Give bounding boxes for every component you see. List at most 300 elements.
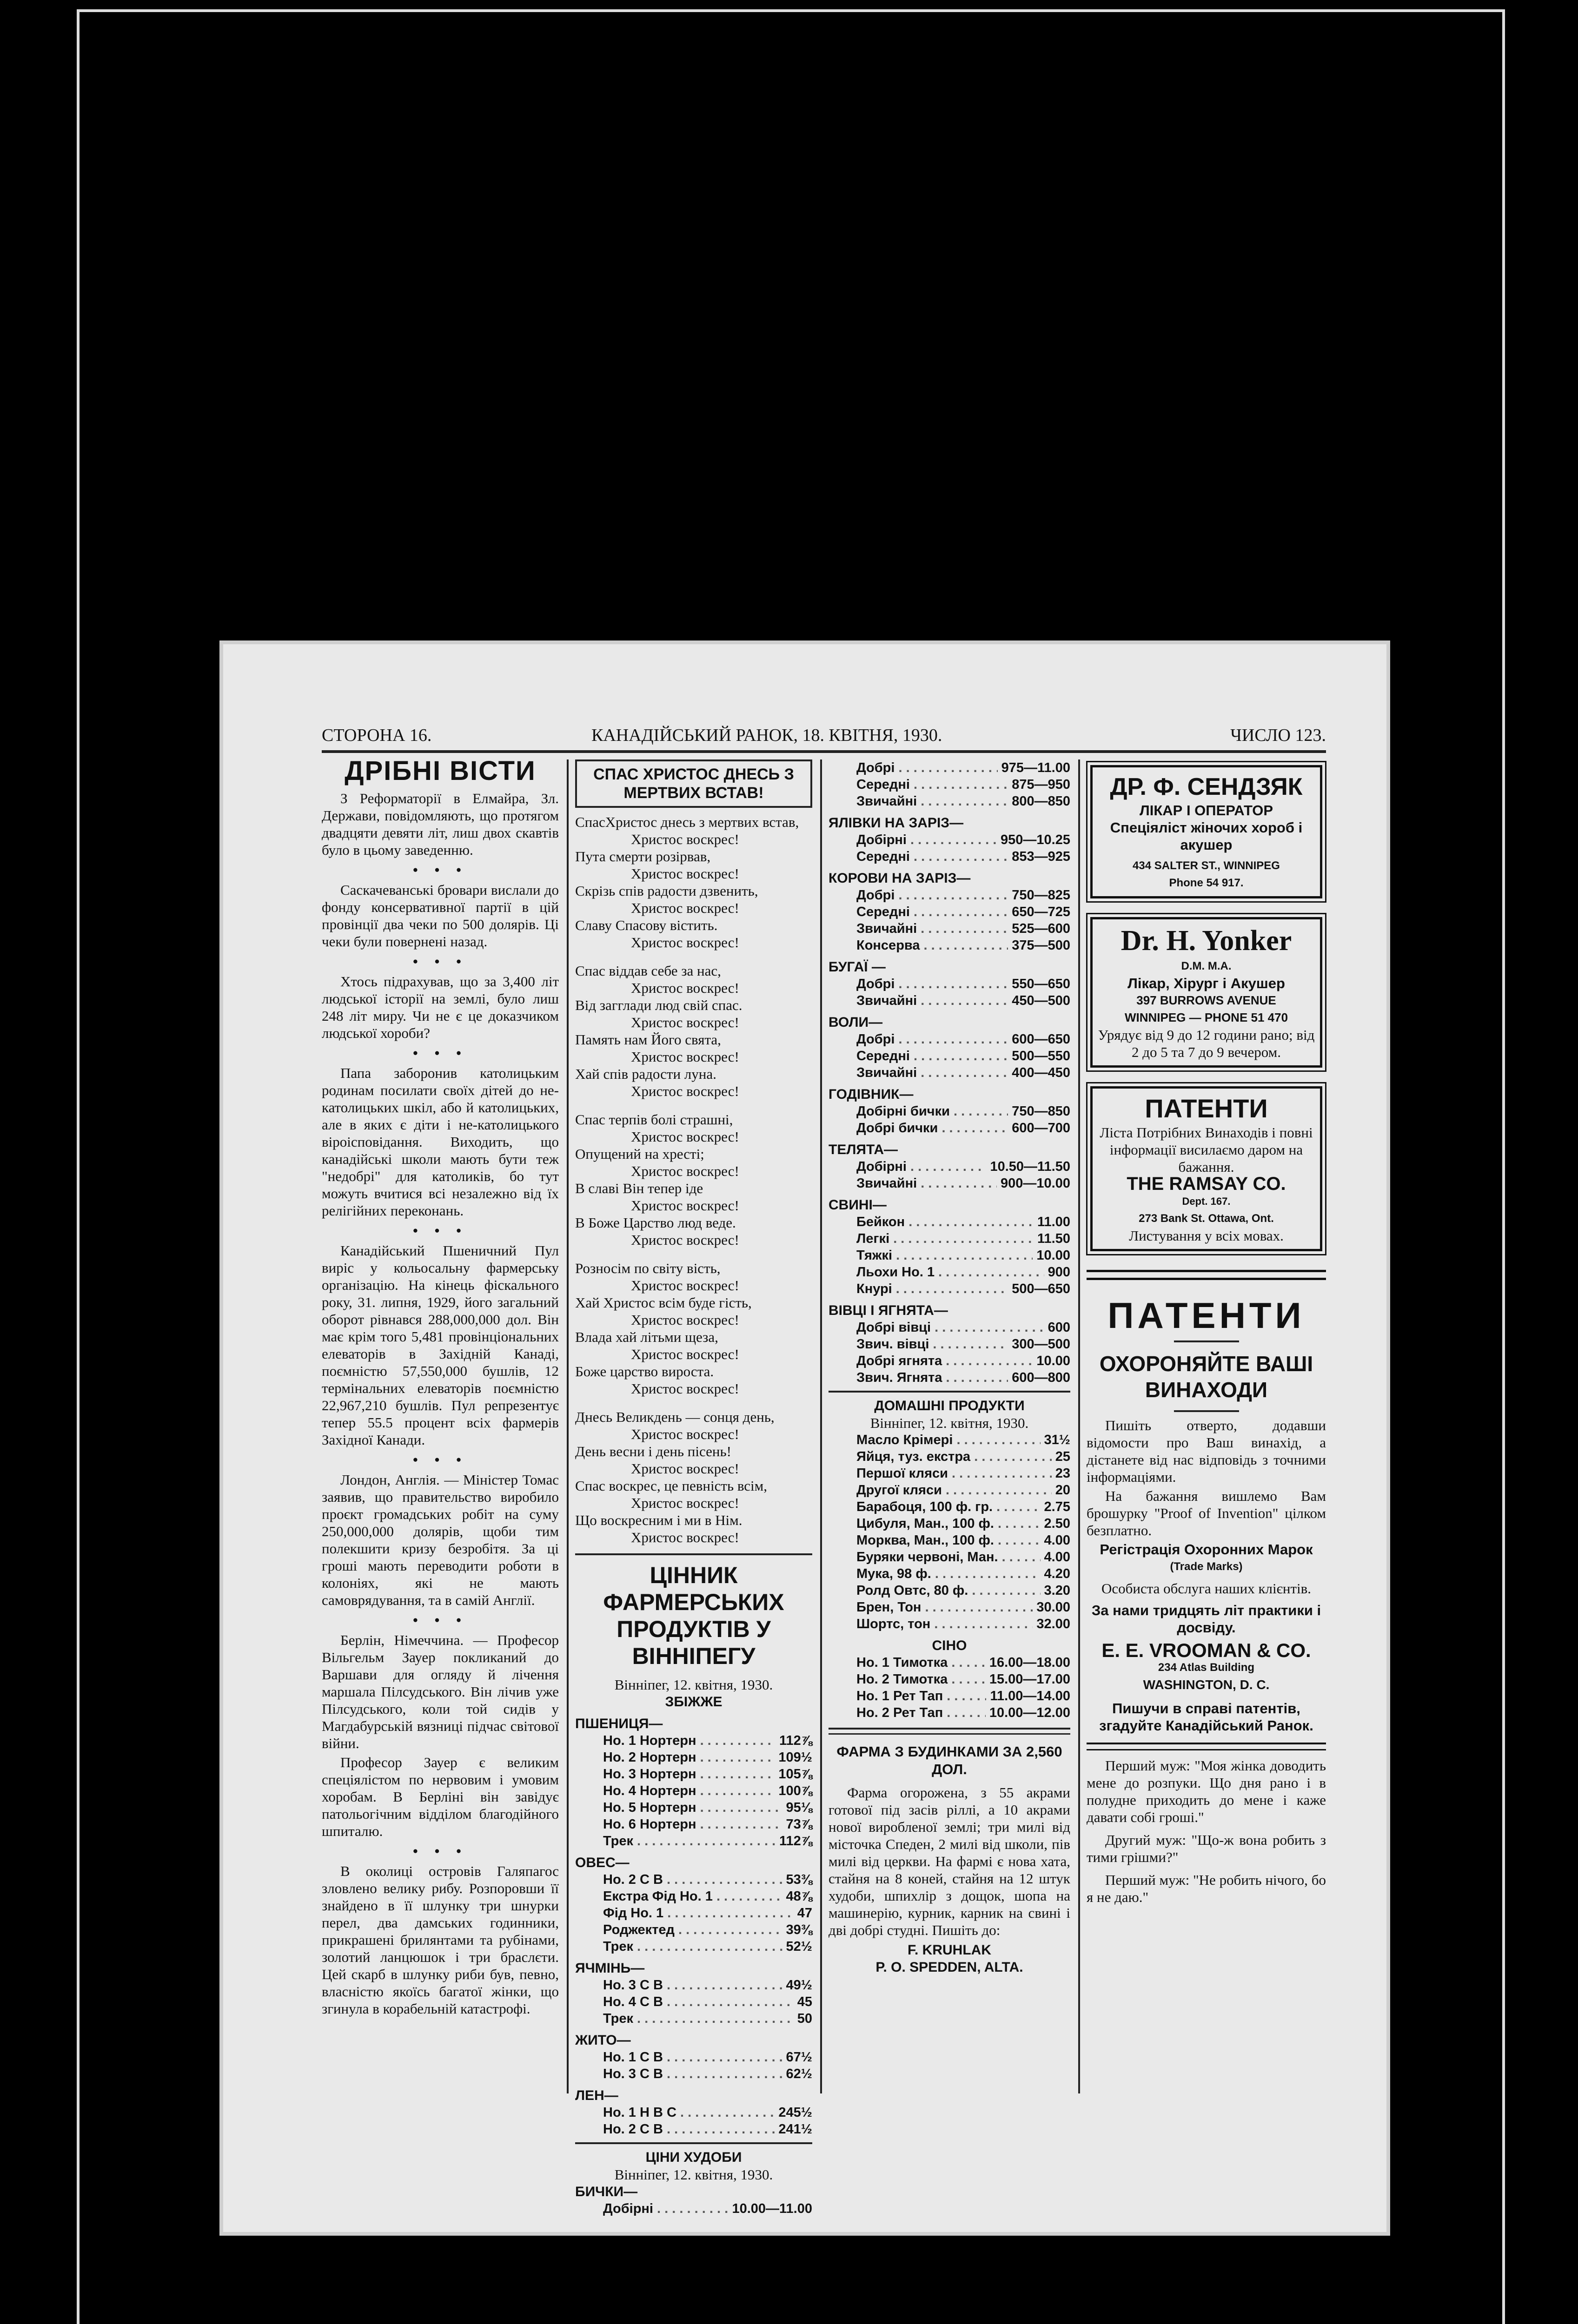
price-row — [829, 1599, 1070, 1616]
price-value: 16.00—18.00 — [986, 1654, 1070, 1671]
price-label: Фід Но. 1 . . . — [603, 1905, 794, 1921]
price-label: Добрі . . . — [856, 759, 998, 776]
ad-name: Dr. H. Yonker — [1121, 925, 1292, 957]
price-label: Но. 2 Тимотка . . . — [856, 1671, 986, 1688]
news-item: З Реформаторії в Елмайра, Зл. Держави, повідомляють, що протягом двадцяти девяти літ, лиш двох скавтів було в цьому заведенню. — [322, 790, 559, 858]
ad-title: ПАТЕНТИ — [1145, 1094, 1268, 1123]
price-label: Тяжкі . . . — [856, 1247, 1033, 1264]
price-value: 800—850 — [1008, 793, 1070, 810]
price-row — [575, 1977, 812, 1994]
price-row — [829, 1175, 1070, 1192]
price-value: 31½ — [1041, 1432, 1070, 1448]
poem-line: Память нам Його свята, — [575, 1031, 721, 1048]
poem-line: Пута смерти розірвав, — [575, 848, 711, 865]
livestock-section: СВИНІ— — [829, 1197, 887, 1213]
price-row — [575, 1783, 812, 1799]
joke-line: Перший муж: "Моя жінка доводить мене до розпуки. Що дня рано і в полудне приходить до мене і каже давати собі гроші." — [1087, 1757, 1326, 1825]
doctor-ad-yonker — [1090, 917, 1322, 1068]
price-value: 48⅞ — [782, 1888, 812, 1905]
price-label: Добрі . . . — [856, 1031, 1008, 1048]
price-row — [575, 1921, 812, 1938]
section-rule — [1087, 1743, 1326, 1750]
price-row — [829, 976, 1070, 992]
price-row — [829, 832, 1070, 848]
poem-line: Христос воскрес! — [631, 1312, 739, 1328]
column-rule — [567, 759, 569, 2093]
ad-firm: THE RAMSAY CO. — [1127, 1174, 1286, 1194]
ad-line: Особиста обслуга наших клієнтів. — [1101, 1580, 1312, 1597]
price-label: Морква, Ман., 100 ф. . . . — [856, 1532, 1041, 1549]
poem-line: Христос воскрес! — [631, 1426, 739, 1442]
price-label: Но. 4 С В . . . — [603, 1994, 794, 2010]
price-row: Добірні . . . 10.00—11.00 — [575, 2200, 812, 2217]
price-value: 20 — [1052, 1482, 1070, 1499]
prices-date: Вінніпег, 12. квітня, 1930. — [614, 1677, 773, 1693]
price-label: Шортс, тон . . . — [856, 1616, 1033, 1632]
price-row — [829, 1616, 1070, 1632]
price-value: 600 — [1044, 1319, 1070, 1336]
price-label: Трек . . . — [603, 1938, 782, 1955]
price-row — [829, 1120, 1070, 1136]
price-label: Добірні . . . — [856, 1158, 986, 1175]
news-item: Берлін, Німеччина. — Професор Вільгельм Зауер покликаний до Варшави для огляду й лічення маршала Пілсудського. Він лічив уже Пілсудського, коли той сидів у Магдабурській вязниці підчас світової війни. — [322, 1632, 559, 1751]
poem-line: Христос воскрес! — [631, 1346, 739, 1362]
price-label: Но. 5 Нортерн . . . — [603, 1799, 782, 1816]
price-row — [829, 1549, 1070, 1565]
patent-ad-ramsay — [1090, 1086, 1322, 1251]
price-row — [575, 1799, 812, 1816]
price-row — [575, 2104, 812, 2121]
ad-address: 397 BURROWS AVENUE — [1136, 993, 1276, 1007]
price-row — [575, 1732, 812, 1749]
poem-line: Боже царство вироста. — [575, 1363, 714, 1380]
cattle-title: ЦІНИ ХУДОБИ — [645, 2150, 742, 2165]
price-row — [829, 887, 1070, 904]
price-label: Но. 3 С В . . . — [603, 1977, 782, 1994]
poem-line: Христос воскрес! — [631, 831, 739, 847]
separator: • • • — [412, 862, 468, 878]
ads-column — [1087, 759, 1326, 1911]
price-row — [829, 1654, 1070, 1671]
grain-heading: ЗБІЖЖЕ — [665, 1694, 723, 1710]
poem-line: Христос воскрес! — [631, 1277, 739, 1294]
price-value: 23 — [1052, 1465, 1070, 1482]
price-label: Но. 2 Рет Тап . . . — [856, 1704, 986, 1721]
stanza-gap — [575, 1100, 812, 1111]
price-value: 11.00—14.00 — [986, 1688, 1070, 1704]
price-label: Бейкон . . . — [856, 1214, 1034, 1230]
price-row — [829, 1532, 1070, 1549]
patent-ad-vrooman — [1087, 1294, 1326, 1734]
news-item: Професор Зауер є великим спеціялістом по нервовим і умовим хоробам. В Берліні він завідує патольогічним відділом благодійного шпиталю. — [322, 1754, 559, 1839]
poem-line: СпасХристос днесь з мертвих встав, — [575, 814, 799, 830]
poem-line: Христос воскрес! — [631, 980, 739, 996]
price-value: 39⅜ — [782, 1921, 812, 1938]
price-label: Но. 4 Нортерн . . . — [603, 1783, 775, 1799]
separator: • • • — [412, 1843, 468, 1859]
section-rule — [575, 2142, 812, 2144]
poem-line: Христос воскрес! — [631, 1129, 739, 1145]
price-row — [575, 2066, 812, 2082]
price-row — [829, 1432, 1070, 1448]
price-label: Буряки червоні, Ман. . . . — [856, 1549, 1041, 1565]
price-label: Цибуля, Ман., 100 ф. . . . — [856, 1515, 1041, 1532]
price-label: Звичайні . . . — [856, 920, 1008, 937]
price-row — [829, 1031, 1070, 1048]
price-row — [575, 1749, 812, 1766]
cattle-date: Вінніпег, 12. квітня, 1930. — [614, 2166, 773, 2183]
price-value: 10.00 — [1033, 1247, 1070, 1264]
price-row — [829, 1482, 1070, 1499]
joke-line: Другий муж: "Що-ж вона робить з тими грішми?" — [1087, 1832, 1326, 1865]
price-value: 4.20 — [1041, 1565, 1070, 1582]
price-value: 900—10.00 — [997, 1175, 1070, 1192]
hay-prices — [829, 1654, 1070, 1721]
poem-line: Христос воскрес! — [631, 934, 739, 951]
ad-line: Листування у всіх мовах. — [1129, 1228, 1284, 1244]
price-label: Звичайні . . . — [856, 793, 1008, 810]
livestock-section: ВОЛИ— — [829, 1015, 883, 1030]
separator: • • • — [412, 1452, 468, 1468]
price-label: Добрі . . . — [856, 976, 1008, 992]
price-row — [829, 1336, 1070, 1353]
ad-line: Лікар, Хірург і Акушер — [1127, 975, 1285, 991]
price-value: 875—950 — [1008, 776, 1070, 793]
header-rule — [322, 750, 1326, 753]
ad-line: Dept. 167. — [1182, 1195, 1231, 1207]
price-label: Но. 1 Рет Тап . . . — [856, 1688, 986, 1704]
price-label: Консерва . . . — [856, 937, 1008, 954]
farm-ad-title: ФАРМА З БУДИНКАМИ ЗА 2,560 ДОЛ. — [836, 1743, 1062, 1777]
ad-firm: E. E. VROOMAN & CO. — [1101, 1639, 1311, 1661]
doctor-ad-sendziak — [1090, 765, 1322, 898]
poem — [575, 813, 812, 1546]
prices-title: ЦІННИК ФАРМЕРСЬКИХ ПРОДУКТІВ У ВІННІПЕГУ — [603, 1562, 784, 1669]
poem-line: Що воскресним і ми в Нім. — [575, 1512, 743, 1528]
price-row — [829, 1448, 1070, 1465]
price-value: 10.00 — [1033, 1353, 1070, 1369]
price-value: 600—650 — [1008, 1031, 1070, 1048]
price-value: 300—500 — [1008, 1336, 1070, 1353]
price-label: Середні . . . — [856, 904, 1008, 920]
price-label: Кнурі . . . — [856, 1281, 1008, 1297]
poem-title: СПАС ХРИСТОС ДНЕСЬ З МЕРТВИХ ВСТАВ! — [575, 759, 812, 808]
price-row — [829, 848, 1070, 865]
price-value: 100⅞ — [775, 1783, 812, 1799]
ad-divider — [1174, 1340, 1239, 1342]
poem-line: Христос воскрес! — [631, 900, 739, 916]
price-row — [575, 1871, 812, 1888]
poem-line: Хай спів радости луна. — [575, 1066, 716, 1082]
poem-line: Славу Спасову вістить. — [575, 917, 718, 933]
section-rule — [829, 1728, 1070, 1735]
price-row — [575, 1888, 812, 1905]
price-value: 52½ — [782, 1938, 812, 1955]
price-value: 2.75 — [1041, 1499, 1070, 1515]
price-row — [829, 1353, 1070, 1369]
price-value: 112⅞ — [776, 1833, 812, 1849]
price-label: Добірні бички . . . — [856, 1103, 1008, 1120]
price-value: 900 — [1044, 1264, 1070, 1281]
price-label: Но. 1 Нортерн . . . — [603, 1732, 776, 1749]
news-column — [322, 756, 559, 2019]
ad-text: Пишіть отверто, додавши відомости про Ваш винахід, а дістанете від нас відповідь з точними інформаціями. — [1087, 1417, 1326, 1485]
price-label: Звичайні . . . — [856, 1064, 1008, 1081]
poem-line: Розносім по світу вість, — [575, 1260, 721, 1276]
ad-line: Пишучи в справі патентів, згадуйте Канадійський Ранок. — [1099, 1700, 1313, 1734]
price-label: Льохи Но. 1 . . . — [856, 1264, 1044, 1281]
price-value: 112⅞ — [776, 1732, 812, 1749]
price-row — [829, 1499, 1070, 1515]
masthead: КАНАДІЙСЬКИЙ РАНОК, 18. КВІТНЯ, 1930. — [591, 726, 942, 745]
hay-title: СІНО — [932, 1638, 967, 1653]
price-label: Но. 2 С В . . . — [603, 1871, 782, 1888]
news-item: Хтось підрахував, що за 3,400 літ людської історії на землі, було лиш 248 літ миру. Чи не є це доказчиком людської хороби? — [322, 973, 559, 1041]
poem-line: Христос воскрес! — [631, 865, 739, 882]
column-rule — [820, 759, 822, 2093]
price-value: 750—825 — [1008, 887, 1070, 904]
joke-line: Перший муж: "Не робить нічого, бо я не даю." — [1087, 1872, 1326, 1905]
price-value: 950—10.25 — [997, 832, 1070, 848]
livestock-section: ЯЛІВКИ НА ЗАРІЗ— — [829, 815, 964, 831]
poem-line: День весни і день пісень! — [575, 1443, 731, 1459]
price-value: 600—700 — [1008, 1120, 1070, 1136]
livestock-section: КОРОВИ НА ЗАРІЗ— — [829, 871, 971, 886]
poem-line: Христос воскрес! — [631, 1049, 739, 1065]
price-row — [829, 1281, 1070, 1297]
ad-phone: Phone 54 917. — [1169, 877, 1244, 889]
poem-line: Христос воскрес! — [631, 1380, 739, 1397]
price-label: Другої кляси . . . — [856, 1482, 1052, 1499]
livestock-prices — [829, 814, 1070, 1386]
ad-address: WASHINGTON, D. C. — [1143, 1677, 1270, 1692]
grain-section: ЛЕН— — [575, 2088, 618, 2103]
price-value: 32.00 — [1033, 1616, 1070, 1632]
price-row — [829, 1230, 1070, 1247]
news-item: Саскачеванські бровари вислали до фонду консервативної партії в цій провінції два чеки по 500 долярів. Ці чеки були повернені назад. — [322, 882, 559, 950]
price-row — [829, 1704, 1070, 1721]
poem-line: Христос воскрес! — [631, 1163, 739, 1179]
price-value: 4.00 — [1041, 1549, 1070, 1565]
price-value: 49½ — [782, 1977, 812, 1994]
ad-name: ДР. Ф. СЕНДЗЯК — [1110, 773, 1303, 800]
home-products-date: Вінніпег, 12. квітня, 1930. — [870, 1415, 1029, 1431]
price-row — [829, 1688, 1070, 1704]
price-label: Екстра Фід Но. 1 . . . — [603, 1888, 782, 1905]
ad-phone: WINNIPEG — PHONE 51 470 — [1124, 1010, 1288, 1024]
price-row — [829, 992, 1070, 1009]
price-value: 30.00 — [1033, 1599, 1070, 1616]
ad-line: За нами тридцять літ практики і досвіду. — [1091, 1602, 1321, 1636]
separator: • • • — [412, 1045, 468, 1061]
price-label: Ролд Овтс, 80 ф. . . . — [856, 1582, 1041, 1599]
price-value: 550—650 — [1008, 976, 1070, 992]
price-label: Добрі . . . — [856, 887, 1008, 904]
poem-line: Спас воскрес, це певність всім, — [575, 1478, 768, 1494]
newspaper-page — [219, 640, 1390, 2236]
price-value: 11.00 — [1034, 1214, 1070, 1230]
price-label: Добрі вівці . . . — [856, 1319, 1044, 1336]
livestock-section: БУГАЇ — — [829, 959, 886, 975]
price-row — [829, 937, 1070, 954]
price-row — [575, 1994, 812, 2010]
page-number: СТОРОНА 16. — [322, 726, 432, 745]
poem-prices-column — [575, 759, 812, 2217]
price-label: Добрі ягнята . . . — [856, 1353, 1033, 1369]
price-label: Брен, Тон . . . — [856, 1599, 1033, 1616]
stanza-gap — [575, 1248, 812, 1260]
price-row — [829, 776, 1070, 793]
grain-prices — [575, 1715, 812, 2138]
poem-line: В славі Він тепер іде — [575, 1180, 703, 1196]
section-rule — [575, 1553, 812, 1555]
separator: • • • — [412, 1612, 468, 1628]
separator: • • • — [412, 953, 468, 970]
issue-number: ЧИСЛО 123. — [1230, 726, 1326, 745]
price-value: 600—800 — [1008, 1369, 1070, 1386]
price-label: Но. 3 С В . . . — [603, 2066, 782, 2082]
price-label: Но. 1 Н В С . . . — [603, 2104, 775, 2121]
poem-line: Хай Христос всім буде гість, — [575, 1294, 752, 1311]
price-label: Трек . . . — [603, 1833, 776, 1849]
livestock-section: ГОДІВНИК— — [829, 1087, 914, 1102]
section-rule — [1087, 1270, 1326, 1280]
price-row — [575, 1816, 812, 1833]
price-row — [829, 920, 1070, 937]
livestock-section: ТЕЛЯТА— — [829, 1142, 898, 1157]
grain-section: ОВЕС— — [575, 1855, 630, 1870]
price-row — [829, 1582, 1070, 1599]
price-value: 105⅞ — [775, 1766, 812, 1783]
poem-line: Спас віддав себе за нас, — [575, 963, 721, 979]
price-label: Барабоця, 100 ф. гр. . . . — [856, 1499, 1041, 1515]
stanza-gap — [575, 951, 812, 962]
poem-line: Скрізь спів радости дзвенить, — [575, 883, 758, 899]
poem-line: Опущений на хресті; — [575, 1146, 704, 1162]
cattle-prices-continued — [829, 759, 1070, 810]
price-label: Но. 1 Тимотка . . . — [856, 1654, 986, 1671]
price-label: Добрі бички . . . — [856, 1120, 1008, 1136]
grain-section: ПШЕНИЦЯ— — [575, 1716, 663, 1731]
price-row — [829, 1671, 1070, 1688]
news-title: ДРІБНІ ВІСТИ — [345, 756, 536, 786]
price-label: Роджектед . . . — [603, 1921, 782, 1938]
ad-title: ПАТЕНТИ — [1107, 1295, 1305, 1336]
price-value: 10.00—12.00 — [986, 1704, 1070, 1721]
price-row — [829, 1158, 1070, 1175]
price-value: 375—500 — [1008, 937, 1070, 954]
price-label: Но. 2 С В . . . — [603, 2121, 775, 2138]
price-label: Но. 1 С В . . . — [603, 2049, 782, 2066]
price-row — [829, 759, 1070, 776]
price-label: Середні . . . — [856, 848, 1008, 865]
price-value: 400—450 — [1008, 1064, 1070, 1081]
poem-line: Христос воскрес! — [631, 1529, 739, 1545]
price-row — [829, 904, 1070, 920]
price-row — [829, 1369, 1070, 1386]
poem-line: Спас терпів болі страшні, — [575, 1111, 733, 1128]
poem-line: Христос воскрес! — [631, 1460, 739, 1477]
poem-line: В Боже Царство люд веде. — [575, 1215, 736, 1231]
ad-address: 234 Atlas Building — [1158, 1661, 1255, 1674]
poem-line: Влада хай літьми щеза, — [575, 1329, 718, 1345]
ad-line: (Trade Marks) — [1170, 1560, 1243, 1573]
home-products-prices — [829, 1432, 1070, 1632]
separator: • • • — [412, 1222, 468, 1239]
price-label: Звич. вівці . . . — [856, 1336, 1008, 1353]
price-value: 525—600 — [1008, 920, 1070, 937]
ad-text: На бажання вишлемо Вам брошурку "Proof of Invention" цілком безплатно. — [1087, 1488, 1326, 1538]
farm-ad-address: P. O. SPEDDEN, ALTA. — [875, 1960, 1023, 1975]
price-value: 95⅛ — [782, 1799, 812, 1816]
price-value: 3.20 — [1041, 1582, 1070, 1599]
price-row — [575, 2049, 812, 2066]
column-rule — [1078, 759, 1080, 2093]
price-value: 25 — [1052, 1448, 1070, 1465]
ad-text: Ліста Потрібних Винаходів і повні інформації висилаємо даром на бажання. — [1100, 1124, 1313, 1175]
price-value: 10.50—11.50 — [986, 1158, 1070, 1175]
price-label: Звич. Ягнята . . . — [856, 1369, 1008, 1386]
price-row — [829, 1565, 1070, 1582]
price-value: 450—500 — [1008, 992, 1070, 1009]
farm-ad-text: Фарма огорожена, з 55 акрами готової під засів ріллі, а 10 акрами нової виробленої землі; три милі від місточка Спеден, 2 милі від школи, пів милі від церкви. На фармі є нова хата, стайня на 8 коней, стайня на 12 штук худоби, шпихлір з дощок, шопа на машинерію, курник, карник на свині і дві добрі студні. Пишіть до: — [829, 1784, 1070, 1938]
poem-line: Від загглади люд свій спас. — [575, 997, 743, 1013]
poem-line: Христос воскрес! — [631, 1495, 739, 1511]
price-row — [575, 1766, 812, 1783]
jokes — [1087, 1757, 1326, 1906]
price-label: Но. 3 Нортерн . . . — [603, 1766, 775, 1783]
poem-line: Христос воскрес! — [631, 1197, 739, 1214]
price-value: 750—850 — [1008, 1103, 1070, 1120]
price-value: 245½ — [775, 2104, 812, 2121]
price-row — [575, 1833, 812, 1849]
price-row — [575, 1905, 812, 1921]
grain-section: ЖИТО— — [575, 2033, 631, 2048]
price-value: 50 — [794, 2010, 812, 2027]
price-value: 45 — [794, 1994, 812, 2010]
price-value: 4.00 — [1041, 1532, 1070, 1549]
poem-line: Днесь Великдень — сонця день, — [575, 1409, 775, 1425]
price-value: 241½ — [775, 2121, 812, 2138]
price-row — [829, 1515, 1070, 1532]
price-label: Но. 2 Нортерн . . . — [603, 1749, 775, 1766]
price-value: 500—650 — [1008, 1281, 1070, 1297]
cattle-section: БИЧКИ— — [575, 2184, 638, 2199]
price-label: Легкі . . . — [856, 1230, 1034, 1247]
price-value: 500—550 — [1008, 1048, 1070, 1064]
price-row — [829, 1247, 1070, 1264]
price-row — [829, 1064, 1070, 1081]
price-value: 109½ — [775, 1749, 812, 1766]
ad-line: D.M. M.A. — [1181, 960, 1232, 972]
price-value: 975—11.00 — [998, 759, 1070, 776]
ad-line: Регістрація Охоронних Марок — [1100, 1541, 1313, 1558]
price-value: 2.50 — [1041, 1515, 1070, 1532]
price-label: Яйця, туз. екстра . . . — [856, 1448, 1052, 1465]
farm-ad-signature: F. KRUHLAK — [908, 1942, 991, 1958]
price-row — [829, 793, 1070, 810]
price-label: Середні . . . — [856, 1048, 1008, 1064]
price-row — [829, 1103, 1070, 1120]
stanza-gap — [575, 1397, 812, 1408]
ad-address: 273 Bank St. Ottawa, Ont. — [1139, 1212, 1274, 1225]
price-value: 67½ — [782, 2049, 812, 2066]
news-item: Канадійський Пшеничний Пул виріс у кольосальну фармерську організацію. На кінець фіскального року, 31. липня, 1929, його загальний оборот рівнався 288,000,000 дол. Він має крім того 5,481 провінціональних елеваторів в Західній Канаді, поємністю 57,550,000 бушлів, 12 термінальних елеваторів поємністю 22,967,210 бушлів. Пул репрезентує тепер 55.5 процент всіх фармерів Західної Канади. — [322, 1242, 559, 1448]
ad-hours: Урядує від 9 до 12 години рано; від 2 до 5 та 7 до 9 вечером. — [1098, 1027, 1315, 1060]
prices-column — [829, 759, 1070, 1976]
poem-line: Христос воскрес! — [631, 1232, 739, 1248]
price-row — [829, 1214, 1070, 1230]
